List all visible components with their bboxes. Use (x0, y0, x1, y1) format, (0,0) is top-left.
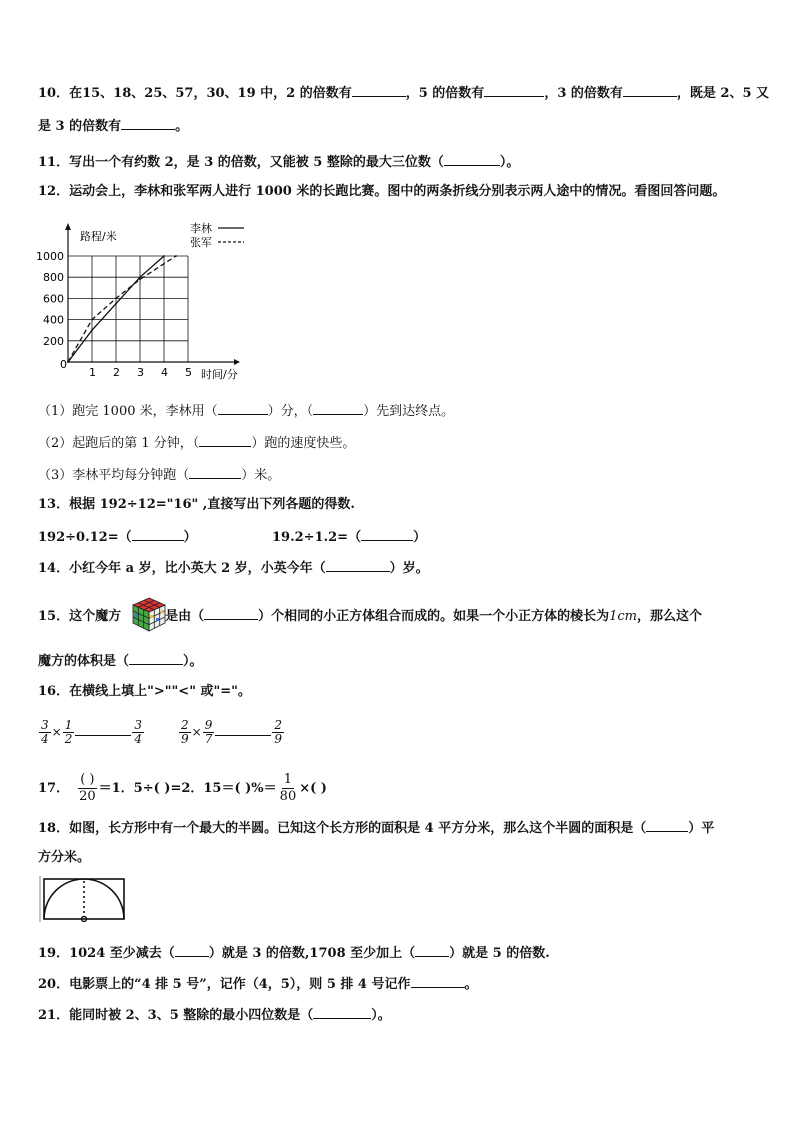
question-12-sub3: （3）李林平均每分钟跑（ ）米。 (38, 465, 280, 485)
question-15-line2: 魔方的体积是（ ）。 (38, 651, 203, 671)
data-point (175, 255, 177, 257)
answer-blank[interactable] (313, 1005, 371, 1019)
fraction: $\frac{9}{7}$ (204, 718, 213, 746)
question-14: 14．小红今年 a 岁，比小英大 2 岁，小英今年（ ）岁。 (38, 558, 429, 578)
x-axis-arrow (234, 359, 240, 365)
data-point (139, 276, 141, 278)
x-tick-label: 3 (137, 366, 144, 379)
data-point (91, 329, 93, 331)
question-19: 19．1024 至少减去（ ）就是 3 的倍数,1708 至少加上（ ）就是 5 的倍数. (38, 943, 550, 963)
answer-blank[interactable] (75, 721, 131, 736)
data-point (115, 298, 117, 300)
answer-blank[interactable] (129, 651, 183, 665)
question-12-sub2: （2）起跑后的第 1 分钟，（ ）跑的速度快些。 (38, 433, 355, 453)
y-tick-label: 400 (43, 313, 64, 327)
fraction: $\frac{2}{9}$ (181, 718, 189, 746)
answer-blank[interactable] (444, 152, 500, 166)
fraction: $\frac{3}{4}$ (41, 718, 49, 746)
question-20: 20．电影票上的“4 排 5 号”，记作（4，5），则 5 排 4 号记作 。 (38, 974, 478, 994)
fraction: $\frac{3}{4}$ (134, 718, 142, 746)
question-12: 12．运动会上，李林和张军两人进行 1000 米的长跑比赛。图中的两条折线分别表示两人途中的情况。看图回答问题。 (38, 184, 726, 199)
answer-blank[interactable] (189, 465, 241, 479)
x-ticks (89, 366, 192, 379)
answer-blank[interactable] (132, 527, 184, 541)
question-13: 13．根据 192÷12="16" ,直接写出下列各题的得数. (38, 497, 355, 512)
answer-blank[interactable] (204, 606, 258, 620)
question-13-items: 192÷0.12=（ ） (38, 527, 197, 547)
x-tick-label: 4 (161, 366, 168, 379)
question-10-line1: 10．在15、18、25、57，30、19 中，2 的倍数有 ，5 的倍数有 ，3 的倍数有 ，既是 2、5 又 (38, 83, 769, 103)
rectangle-semicircle-figure (38, 876, 126, 922)
answer-blank[interactable] (352, 83, 406, 97)
fraction: $\frac{1}{2}$ (64, 718, 73, 746)
data-point (139, 278, 141, 280)
y-tick-label: 600 (43, 292, 64, 306)
data-point (91, 319, 93, 321)
fraction: $\frac{( )}{20}$ (79, 772, 96, 804)
rubiks-cube-image (132, 596, 166, 632)
answer-blank[interactable] (313, 401, 363, 415)
question-21: 21．能同时被 2、3、5 整除的最小四位数是（ ）。 (38, 1005, 391, 1025)
question-16: 16．在横线上填上">""<" 或"="。 (38, 684, 251, 699)
question-11: 11．写出一个有约数 2，是 3 的倍数，又能被 5 整除的最大三位数（ ）。 (38, 152, 519, 172)
answer-blank[interactable] (215, 721, 271, 736)
answer-blank[interactable] (175, 943, 209, 957)
data-point (67, 361, 69, 363)
answer-blank[interactable] (411, 974, 465, 988)
x-axis-label: 时间/分 (201, 368, 238, 381)
question-12-sub1: （1）跑完 1000 米，李林用（ ）分，（ ）先到达终点。 (38, 401, 454, 421)
question-16-expr-1: $\frac{3}{4}$ × $\frac{1}{2}$ $\frac{3}{4}$ (41, 718, 142, 746)
chart-svg (36, 218, 276, 384)
data-point (163, 255, 165, 257)
y-tick-label: 200 (43, 334, 64, 348)
series-line-张军 (68, 256, 176, 362)
question-16-expr-2: $\frac{2}{9}$ × $\frac{9}{7}$ $\frac{2}{9}$ (181, 718, 282, 746)
legend-label: 李林 (190, 222, 212, 235)
y-axis-arrow (65, 223, 71, 230)
question-15: 15．这个魔方 是由（ ）个相同的小正方体组合而成的。如果一个小正方体的棱长为1cm，那么这个 (38, 606, 702, 626)
question-18-line2: 方分米。 (38, 850, 91, 865)
y-axis-label: 路程/米 (80, 230, 117, 243)
question-18-line1: 18．如图，长方形中有一个最大的半圆。已知这个长方形的面积是 4 平方分米，那么这个半圆的面积是（ ）平 (38, 818, 714, 838)
answer-blank[interactable] (415, 943, 449, 957)
question-17: 17． $\frac{( )}{20}$ ＝1．5÷( )=2．15＝( )%＝ $\frac{1}{80}$ ×( ) (38, 772, 327, 804)
legend-label: 张军 (190, 236, 212, 249)
answer-blank[interactable] (199, 433, 251, 447)
y-ticks (36, 250, 64, 348)
fraction: $\frac{1}{80}$ (279, 772, 297, 804)
distance-time-chart (36, 218, 276, 384)
x-tick-label: 1 (89, 366, 96, 379)
x-tick-label: 5 (185, 366, 192, 379)
chart-grid (68, 256, 188, 362)
y-tick-label: 1000 (36, 250, 64, 263)
answer-blank[interactable] (326, 558, 390, 572)
chart-series (67, 255, 177, 363)
y-tick-label: 800 (43, 271, 64, 285)
answer-blank[interactable] (623, 83, 677, 97)
question-10-line2: 是 3 的倍数有 。 (38, 116, 188, 136)
answer-blank[interactable] (484, 83, 544, 97)
question-13-item-b: 19.2÷1.2=（ ） (272, 527, 426, 547)
answer-blank[interactable] (361, 527, 413, 541)
data-point (115, 303, 117, 305)
answer-blank[interactable] (646, 818, 688, 832)
answer-blank[interactable] (121, 116, 175, 130)
answer-blank[interactable] (218, 401, 268, 415)
chart-legend (190, 221, 244, 249)
fraction: $\frac{2}{9}$ (274, 718, 282, 746)
x-tick-label: 2 (113, 366, 120, 379)
origin-label: 0 (60, 358, 67, 371)
